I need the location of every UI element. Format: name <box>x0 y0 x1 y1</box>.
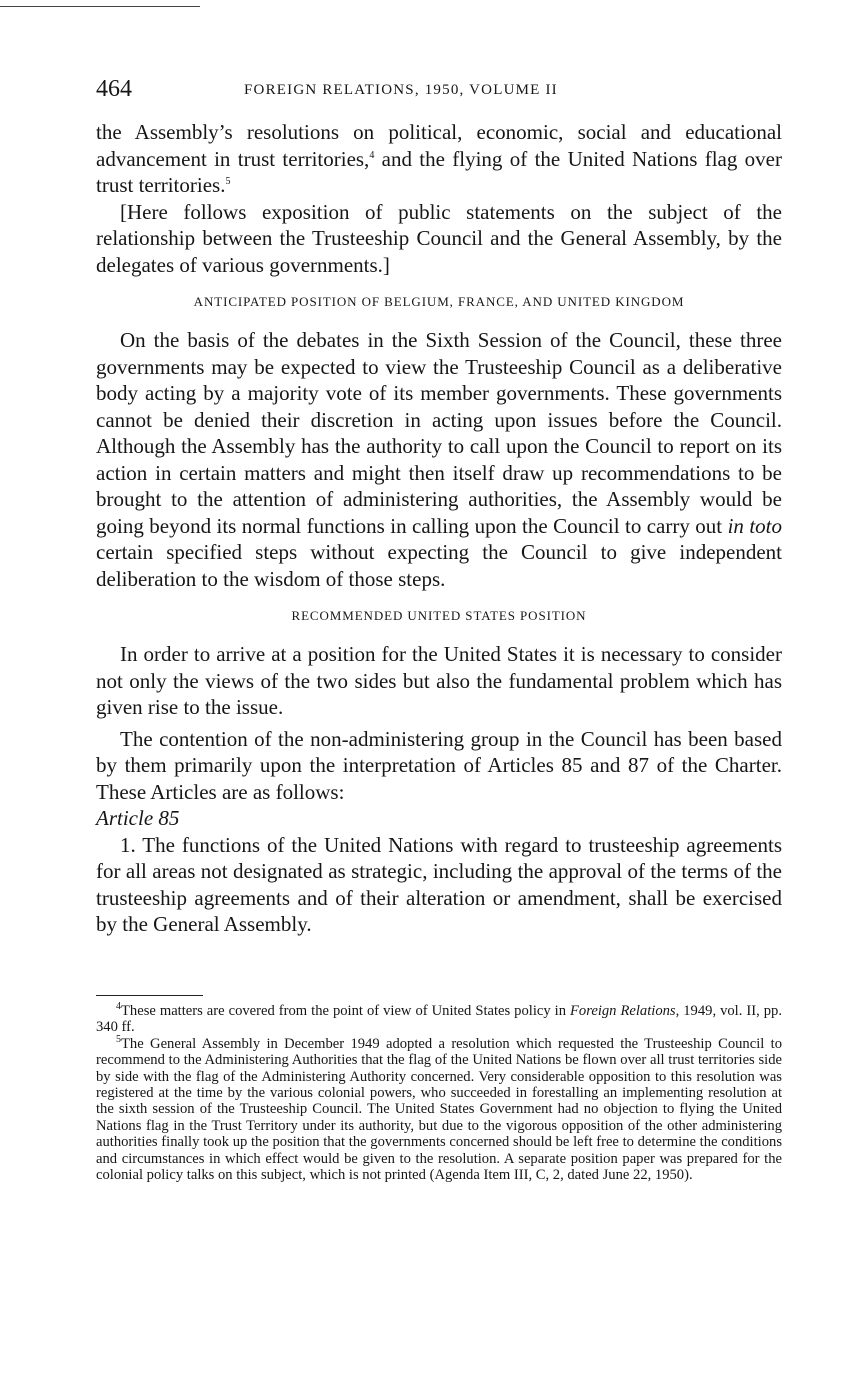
article-85-heading: Article 85 <box>96 806 180 830</box>
paragraph-6: 1. The functions of the United Nations with regard to trusteeship agreements for all areas not designated as strategic, including the approval of the terms of the trusteeship agreements and of their alteration or amendment, shall be exercised by the General Assembly. <box>96 832 782 936</box>
section-heading-recommended-position: RECOMMENDED UNITED STATES POSITION <box>291 608 587 623</box>
paragraph-1-text: the Assembly’s resolutions on political, economic, social and educational advancement in trust territories, <box>96 120 782 171</box>
footnote-5-text: The General Assembly in December 1949 adopted a resolution which requested the Trusteeship Council to recommend to the Administering Authorities that the flag of the United Nations be flown over all trust territories side by side with the flag of the Administering Authority concerned. Very considerable opposition to this resolution was registered at the time by the various colonial powers, who succeeded in forestalling an implementing resolution at the sixth session of the Trusteeship Council. The United States Government had no objection to flying the United Nations flag in the Trust Territory under its authority, but due to the vigorous opposition of the other administering authorities finally took up the position that the governments concerned should be left free to determine the conditions and circumstances in which effect would be given to the resolution. A separate position paper was prepared for the colonial policy talks on this subject, which is not printed (Agenda Item III, C, 2, dated June 22, 1950). <box>96 1035 782 1184</box>
body-text <box>96 119 782 938</box>
paragraph-3 <box>96 327 782 592</box>
footnote-4-italic: Foreign Relations <box>570 1003 676 1019</box>
footnote-4-marker: 4 <box>116 1001 121 1013</box>
paragraph-3-text-b: certain specified steps without expecting the Council to give independent deliberation to the wisdom of those steps. <box>96 540 782 591</box>
footnote-ref-4: 4 <box>369 149 375 161</box>
paragraph-3-italic: in toto <box>727 513 782 538</box>
paragraph-2: [Here follows exposition of public statements on the subject of the relationship between the Trusteeship Council and the General Assembly, by the delegates of various governments.] <box>96 199 782 277</box>
running-head <box>96 74 782 104</box>
footnotes <box>96 1003 782 1183</box>
footnote-4-text-a: These matters are covered from the point of view of United States policy in <box>121 1003 570 1019</box>
paragraph-1-tail: and the flying of the United Nations flag over trust territories. <box>96 146 782 197</box>
paragraph-3-text-a: On the basis of the debates in the Sixth Session of the Council, these three governments may be expected to view the Trusteeship Council as a deliberative body acting by a majority vote of its member governments. These governments cannot be denied their discretion in acting upon issues before the Council. Although the Assembly has the authority to call upon the Council to report on its action in certain matters and might then itself draw up recommendations to be brought to the attention of administering authorities, the Assembly would be going beyond its normal functions in calling upon the Council to carry out <box>96 328 782 538</box>
footnote-ref-5: 5 <box>225 176 231 187</box>
footnote-4 <box>96 1003 782 1036</box>
paragraph-4: In order to arrive at a position for the United States it is necessary to consider not only the views of the two sides but also the fundamental problem which has given rise to the issue. <box>96 642 782 719</box>
footnote-5 <box>96 1033 782 1184</box>
top-edge-rule <box>0 6 200 7</box>
page-number: 464 <box>96 76 132 102</box>
footnote-separator <box>96 995 203 996</box>
footnote-4-volume: II <box>746 1003 757 1019</box>
footnote-4-text-b: , 1949, vol. <box>675 1003 747 1019</box>
running-title: FOREIGN RELATIONS, 1950, VOLUME II <box>244 82 558 98</box>
footnote-5-marker: 5 <box>116 1033 121 1045</box>
footnote-4-text-c: , pp. 340 ff. <box>96 1003 782 1036</box>
paragraph-1 <box>96 119 782 199</box>
document-page <box>96 0 782 1380</box>
paragraph-5: The contention of the non-administering group in the Council has been based by them primarily upon the interpretation of Articles 85 and 87 of the Charter. These Articles are as follows: <box>96 726 782 804</box>
section-heading-anticipated-position: ANTICIPATED POSITION OF BELGIUM, FRANCE, AND UNITED KINGDOM <box>193 294 685 309</box>
